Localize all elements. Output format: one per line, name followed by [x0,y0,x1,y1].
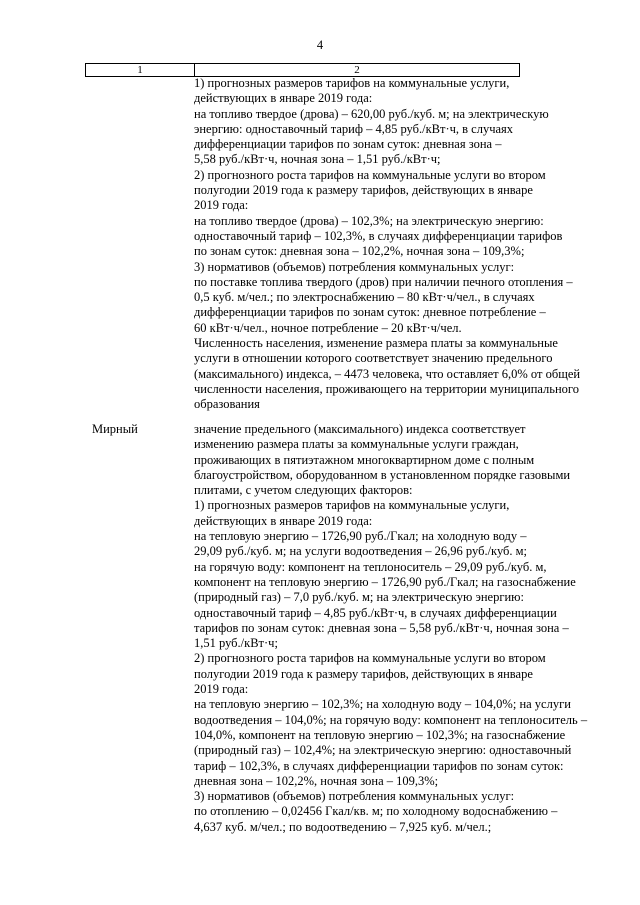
text-line: Численность населения, изменение размера платы за коммунальные [194,336,558,351]
text-line: дифференциации тарифов по зонам суток: дневное потребление – [194,305,546,320]
text-line: 2) прогнозного роста тарифов на коммунальные услуги во втором [194,167,546,182]
text-line: плитами, с учетом следующих факторов: [194,483,413,498]
municipality-name: Мирный [92,422,138,436]
text-line: по зонам суток: дневная зона – 102,2%, ночная зона – 109,3%; [194,244,525,259]
text-line: 60 кВт·ч/чел., ночное потребление – 20 кВт·ч/чел. [194,320,462,335]
text-line: (максимального) индекса, – 4473 человека, что оставляет 6,0% от общей [194,366,581,381]
page-number: 4 [316,38,324,52]
text-line: тарифов по зонам суток: дневная зона – 5,58 руб./кВт·ч, ночная зона – [194,620,569,635]
column-number-2: 2 [354,64,360,76]
text-line: 5,58 руб./кВт·ч, ночная зона – 1,51 руб./кВт·ч; [194,152,441,167]
text-line: на горячую воду: компонент на теплоноситель – 29,09 руб./куб. м, [194,559,547,574]
text-line: по поставке топлива твердого (дров) при наличии печного отопления – [194,274,573,289]
text-line: проживающих в пятиэтажном многоквартирном доме с полным [194,452,535,467]
text-line: на топливо твердое (дрова) – 620,00 руб./куб. м; на электрическую [194,106,549,121]
text-line: 3) нормативов (объемов) потребления коммунальных услуг: [194,259,515,274]
text-line: 1,51 руб./кВт·ч; [194,636,278,651]
text-line: 2) прогнозного роста тарифов на коммунальные услуги во втором [194,651,546,666]
text-line: (природный газ) – 102,4%; на электрическую энергию: одноставочный [194,743,572,758]
column-number-1: 1 [86,64,195,76]
text-line: дневная зона – 102,2%, ночная зона – 109,3%; [194,773,439,788]
text-line: тариф – 102,3%, в случаях дифференциации тарифов по зонам суток: [194,758,564,773]
text-line: 4,637 куб. м/чел.; по водоотведению – 7,925 куб. м/чел.; [194,819,492,834]
text-line: на топливо твердое (дрова) – 102,3%; на электрическую энергию: [194,213,544,228]
text-line: энергию: одноставочный тариф – 4,85 руб./кВт·ч, в случаях [194,121,514,136]
text-line: 2019 года: [194,682,249,697]
text-line: на тепловую энергию – 1726,90 руб./Гкал; на холодную воду – [194,529,527,544]
text-line: на тепловую энергию – 102,3%; на холодную воду – 104,0%; на услуги [194,697,571,712]
text-line: одноставочный тариф – 102,3%, в случаях дифференциации тарифов [194,228,563,243]
previous-municipality-description [194,76,581,413]
text-line: действующих в январе 2019 года: [194,91,373,106]
text-line: услуги в отношении которого соответствует значению предельного [194,351,553,366]
text-line: 104,0%, компонент на тепловую энергию – 102,3%; на газоснабжение [194,727,566,742]
text-line: компонент на тепловую энергию – 1726,90 руб./Гкал; на газоснабжение [194,574,576,589]
text-line: 3) нормативов (объемов) потребления коммунальных услуг: [194,789,515,804]
text-line: 1) прогнозных размеров тарифов на коммунальные услуги, [194,498,510,513]
text-line: благоустройством, оборудованном в установленном порядке газовыми [194,467,571,482]
text-line: 1) прогнозных размеров тарифов на коммунальные услуги, [194,76,510,90]
mirny-description [194,422,588,835]
text-line: по отоплению – 0,02456 Гкал/кв. м; по холодному водоснабжению – [194,804,558,819]
text-line: действующих в январе 2019 года: [194,513,373,528]
text-line: полугодии 2019 года к размеру тарифов, действующих в январе [194,183,533,198]
table-column-header [85,63,520,77]
text-line: дифференциации тарифов по зонам суток: дневная зона – [194,137,502,152]
text-line: 2019 года: [194,198,249,213]
text-line: 0,5 куб. м/чел.; по электроснабжению – 80 кВт·ч/чел., в случаях [194,290,535,305]
text-line: (природный газ) – 7,0 руб./куб. м; на электрическую энергию: [194,590,524,605]
text-line: полугодии 2019 года к размеру тарифов, действующих в январе [194,666,533,681]
text-line: значение предельного (максимального) индекса соответствует [194,422,526,436]
text-line: водоотведения – 104,0%; на горячую воду: компонент на теплоноситель – [194,712,588,727]
text-line: изменению размера платы за коммунальные услуги граждан, [194,437,519,452]
text-line: 29,09 руб./куб. м; на услуги водоотведения – 26,96 руб./куб. м; [194,544,528,559]
text-line: образования [194,397,260,412]
text-line: одноставочный тариф – 4,85 руб./кВт·ч, в случаях дифференциации [194,605,557,620]
text-line: численности населения, проживающего на территории муниципального [194,381,579,396]
